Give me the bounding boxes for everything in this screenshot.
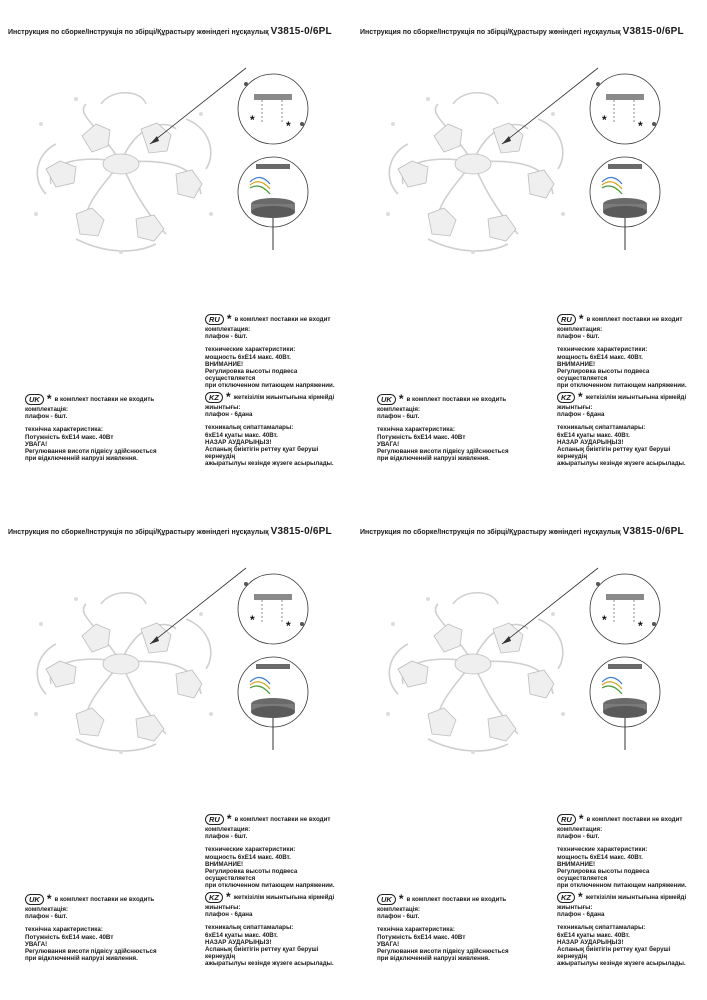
kz-tech-label: техникалық сипаттамалары: [557,424,646,432]
uk-warn-line2: при відключенній напрузі живлення. [25,455,138,463]
uk-set-label: комплектація: [25,406,69,413]
uk-warn-label: УВАГА! [377,940,400,948]
uk-badge: UK [25,394,44,405]
kz-warn-line1: Аспанық биіктігін реттеу қуат беруші кернеудің [557,446,671,461]
mounting-bracket-detail [588,572,663,647]
ru-warn-label: ВНИМАНИЕ! [557,860,596,868]
kz-badge: KZ [557,392,575,403]
uk-set-value: плафон - 6шт. [377,413,420,421]
uk-not-included: в комплект поставки не входить [406,895,507,903]
uk-tech-label: технічна характеристика: [25,426,103,434]
pointer-arrow [148,566,248,656]
uk-set-value: плафон - 6шт. [25,413,68,421]
uk-block [377,894,509,962]
svg-text:*: * [286,619,291,633]
ru-warn-line2: при отключенном питающем напряжении. [557,882,687,890]
kz-tech-value: 6хЕ14 қуаты макс. 40Вт. [557,431,630,439]
ru-set-label: комплектация: [205,826,251,833]
uk-set-value: плафон - 6шт. [25,913,68,921]
title-prefix: Инструкция по сборке/Інструкція по збірці/Құрастыру жөніндегі нұсқаулық [8,529,269,536]
ru-warn-line2: при отключенном питающем напряжении. [557,382,687,390]
asterisk-icon: * [578,390,583,404]
uk-warn-line2: при відключенній напрузі живлення. [377,955,490,963]
svg-text:*: * [602,613,607,627]
kz-badge: KZ [205,392,223,403]
kz-warn-label: НАЗАР АУДАРЫҢЫЗ! [205,938,272,946]
asterisk-icon: * [226,890,231,904]
ceiling-cup-wiring-detail [588,152,663,252]
kz-not-included: жеткізілім жиынтығына кірмейді [233,893,335,901]
asterisk-icon: * [578,312,584,326]
kz-warn-line1: Аспанық биіктігін реттеу қуат беруші кернеудің [205,946,319,961]
ceiling-cup-wiring-detail [236,152,311,252]
kz-set-label: жиынтығы: [557,904,593,911]
uk-badge: UK [25,894,44,905]
asterisk-icon: * [226,312,232,326]
kz-badge: KZ [557,892,575,903]
uk-tech-label: технічна характеристика: [377,926,455,934]
asterisk-icon: * [398,892,404,906]
ru-set-value: плафон - 6шт. [557,833,600,841]
sheet-title [360,26,696,37]
ru-warn-label: ВНИМАНИЕ! [205,860,244,868]
ru-set-label: комплектация: [557,826,603,833]
ru-tech-value: мощность 6хЕ14 макс. 40Вт. [205,853,291,861]
uk-warn-line1: Регулювання висоти підвісу здійснюється [25,448,157,456]
model-number: V3815-0/6PL [622,526,684,537]
title-prefix: Инструкция по сборке/Інструкція по збірці/Құрастыру жөніндегі нұсқаулық [360,29,621,36]
sheet-title [360,526,696,537]
instruction-sheet [8,22,344,492]
asterisk-icon: * [578,890,583,904]
kz-not-included: жеткізілім жиынтығына кірмейді [585,893,687,901]
mounting-bracket-detail [236,72,311,147]
ru-not-included: в комплект поставки не входит [586,815,683,823]
uk-warn-line2: при відключенній напрузі живлення. [25,955,138,963]
kz-warn-line1: Аспанық биіктігін реттеу қуат беруші кернеудің [205,446,319,461]
asterisk-icon: * [226,812,232,826]
kz-block [557,892,696,968]
ru-warn-line2: при отключенном питающем напряжении. [205,382,335,390]
ru-not-included: в комплект поставки не входит [234,815,331,823]
uk-warn-line1: Регулювання висоти підвісу здійснюється [25,948,157,956]
ru-warn-label: ВНИМАНИЕ! [557,360,596,368]
ceiling-cup-wiring-detail [588,652,663,752]
svg-text:*: * [602,113,607,127]
kz-set-label: жиынтығы: [557,404,593,411]
mounting-bracket-detail [588,72,663,147]
uk-tech-label: технічна характеристика: [377,426,455,434]
instruction-sheet [8,522,344,992]
pointer-arrow [148,66,248,156]
uk-set-value: плафон - 6шт. [377,913,420,921]
asterisk-icon: * [46,892,52,906]
title-prefix: Инструкция по сборке/Інструкція по збірці/Құрастыру жөніндегі нұсқаулық [8,29,269,36]
uk-tech-label: технічна характеристика: [25,926,103,934]
uk-set-label: комплектація: [25,906,69,913]
uk-tech-value: Потужність 6хЕ14 макс. 40Вт [377,933,466,941]
title-prefix: Инструкция по сборке/Інструкція по збірці/Құрастыру жөніндегі нұсқаулық [360,529,621,536]
uk-warn-label: УВАГА! [377,440,400,448]
ru-badge: RU [205,314,224,325]
kz-tech-label: техникалық сипаттамалары: [205,424,294,432]
kz-set-value: плафон - 6дана [205,411,253,419]
kz-warn-label: НАЗАР АУДАРЫҢЫЗ! [557,938,624,946]
ru-tech-label: технические характеристики: [205,846,296,854]
kz-set-label: жиынтығы: [205,404,241,411]
ru-tech-value: мощность 6хЕ14 макс. 40Вт. [557,353,643,361]
asterisk-icon: * [398,392,404,406]
svg-text:*: * [638,119,643,133]
kz-set-label: жиынтығы: [205,904,241,911]
sheet-title [8,26,344,37]
uk-set-label: комплектація: [377,406,421,413]
uk-not-included: в комплект поставки не входить [406,395,507,403]
ru-block [557,814,696,890]
ru-tech-value: мощность 6хЕ14 макс. 40Вт. [557,853,643,861]
uk-set-label: комплектація: [377,906,421,913]
kz-warn-line2: ажыратылуы кезінде жүзеге асырылады. [205,460,334,468]
uk-not-included: в комплект поставки не входить [54,395,155,403]
kz-tech-value: 6хЕ14 қуаты макс. 40Вт. [205,431,278,439]
uk-warn-line1: Регулювання висоти підвісу здійснюється [377,448,509,456]
ru-not-included: в комплект поставки не входит [586,315,683,323]
ru-warn-line1: Регулировка высоты подвеса осуществляется [557,868,650,883]
ru-badge: RU [205,814,224,825]
uk-not-included: в комплект поставки не входить [54,895,155,903]
asterisk-icon: * [578,812,584,826]
kz-block [557,392,696,468]
kz-warn-label: НАЗАР АУДАРЫҢЫЗ! [557,438,624,446]
uk-block [25,394,157,462]
ru-warn-line2: при отключенном питающем напряжении. [205,882,335,890]
asterisk-icon: * [46,392,52,406]
ru-set-value: плафон - 6шт. [557,333,600,341]
ru-warn-label: ВНИМАНИЕ! [205,360,244,368]
kz-set-value: плафон - 6дана [557,411,605,419]
ru-block [557,314,696,390]
svg-text:*: * [250,613,255,627]
instruction-sheet [360,522,696,992]
ru-set-label: комплектация: [205,326,251,333]
uk-warn-label: УВАГА! [25,440,48,448]
ru-block [205,314,344,390]
kz-warn-line1: Аспанық биіктігін реттеу қуат беруші кернеудің [557,946,671,961]
ru-badge: RU [557,814,576,825]
ru-set-value: плафон - 6шт. [205,833,248,841]
ru-warn-line1: Регулировка высоты подвеса осуществляется [557,368,650,383]
uk-warn-label: УВАГА! [25,940,48,948]
uk-tech-value: Потужність 6хЕ14 макс. 40Вт [25,433,114,441]
ru-tech-label: технические характеристики: [557,346,648,354]
ru-tech-label: технические характеристики: [557,846,648,854]
svg-text:*: * [250,113,255,127]
ru-set-label: комплектация: [557,326,603,333]
ru-tech-value: мощность 6хЕ14 макс. 40Вт. [205,353,291,361]
kz-not-included: жеткізілім жиынтығына кірмейді [233,393,335,401]
kz-block [205,392,344,468]
kz-tech-value: 6хЕ14 қуаты макс. 40Вт. [557,931,630,939]
model-number: V3815-0/6PL [270,526,332,537]
ru-block [205,814,344,890]
kz-tech-value: 6хЕ14 қуаты макс. 40Вт. [205,931,278,939]
uk-block [25,894,157,962]
uk-warn-line1: Регулювання висоти підвісу здійснюється [377,948,509,956]
svg-text:*: * [286,119,291,133]
uk-block [377,394,509,462]
kz-badge: KZ [205,892,223,903]
ceiling-cup-wiring-detail [236,652,311,752]
ru-not-included: в комплект поставки не входит [234,315,331,323]
kz-warn-line2: ажыратылуы кезінде жүзеге асырылады. [205,960,334,968]
kz-warn-line2: ажыратылуы кезінде жүзеге асырылады. [557,960,686,968]
model-number: V3815-0/6PL [622,26,684,37]
model-number: V3815-0/6PL [270,26,332,37]
kz-not-included: жеткізілім жиынтығына кірмейді [585,393,687,401]
kz-warn-label: НАЗАР АУДАРЫҢЫЗ! [205,438,272,446]
kz-tech-label: техникалық сипаттамалары: [205,924,294,932]
svg-text:*: * [638,619,643,633]
ru-warn-line1: Регулировка высоты подвеса осуществляется [205,368,298,383]
kz-block [205,892,344,968]
pointer-arrow [500,566,600,656]
mounting-bracket-detail [236,572,311,647]
ru-badge: RU [557,314,576,325]
uk-tech-value: Потужність 6хЕ14 макс. 40Вт [25,933,114,941]
kz-tech-label: техникалық сипаттамалары: [557,924,646,932]
uk-tech-value: Потужність 6хЕ14 макс. 40Вт [377,433,466,441]
sheet-title [8,526,344,537]
kz-set-value: плафон - 6дана [205,911,253,919]
kz-set-value: плафон - 6дана [557,911,605,919]
uk-badge: UK [377,394,396,405]
asterisk-icon: * [226,390,231,404]
ru-warn-line1: Регулировка высоты подвеса осуществляется [205,868,298,883]
ru-tech-label: технические характеристики: [205,346,296,354]
pointer-arrow [500,66,600,156]
instruction-sheet [360,22,696,492]
uk-warn-line2: при відключенній напрузі живлення. [377,455,490,463]
ru-set-value: плафон - 6шт. [205,333,248,341]
kz-warn-line2: ажыратылуы кезінде жүзеге асырылады. [557,460,686,468]
uk-badge: UK [377,894,396,905]
